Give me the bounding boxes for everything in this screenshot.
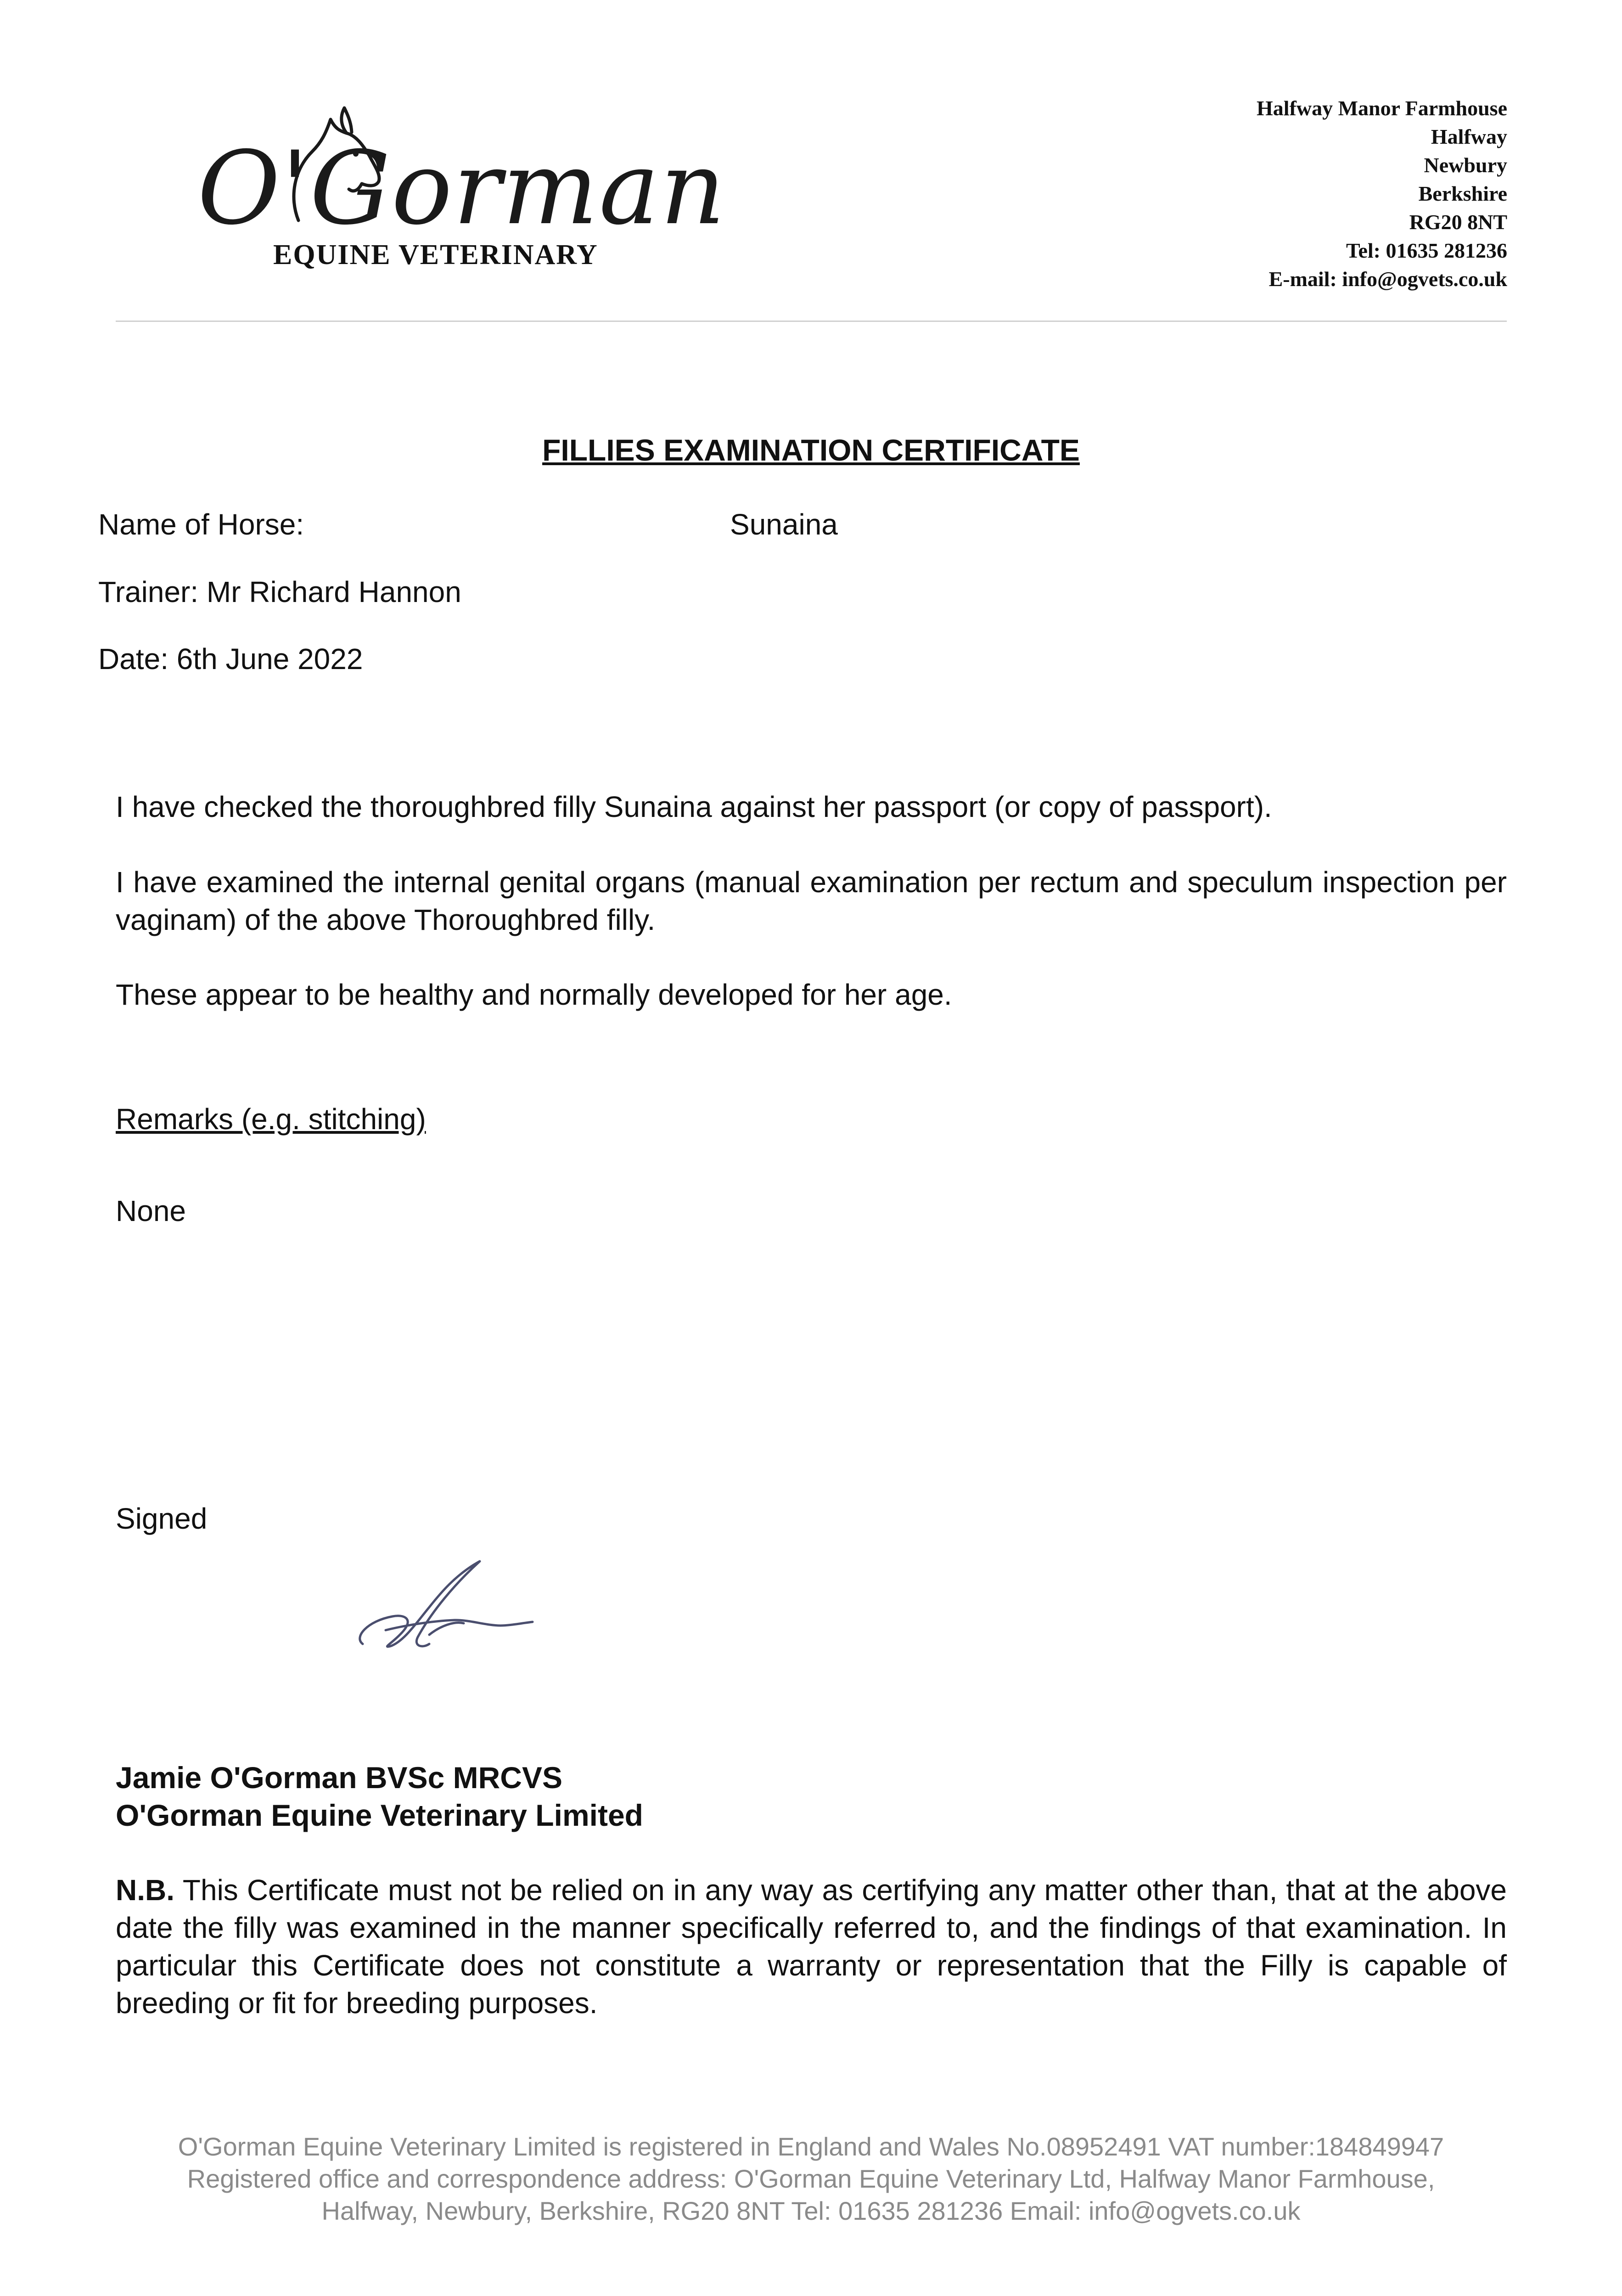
signer-company: O'Gorman Equine Veterinary Limited (116, 1798, 643, 1832)
signed-label: Signed (116, 1502, 208, 1535)
remarks-value: None (116, 1194, 186, 1227)
paragraph-passport-check: I have checked the thoroughbred filly Sunaina against her passport (or copy of passport). (116, 790, 1272, 823)
address-phone: Tel: 01635 281236 (1346, 239, 1507, 262)
signer-name: Jamie O'Gorman BVSc MRCVS (116, 1761, 562, 1795)
logo-subtitle: EQUINE VETERINARY (273, 239, 598, 270)
logo-name: O'Gorman (197, 129, 726, 247)
address-block (1257, 94, 1507, 293)
address-line: Halfway (1431, 125, 1507, 148)
address-line: Newbury (1424, 153, 1507, 177)
signature-image (349, 1557, 542, 1667)
footer-line: Halfway, Newbury, Berkshire, RG20 8NT Tel: 01635 281236 Email: info@ogvets.co.uk (321, 2196, 1301, 2225)
trainer-field: Trainer: Mr Richard Hannon (98, 575, 461, 608)
page-footer (0, 2131, 1622, 2227)
address-line: Halfway Manor Farmhouse (1256, 96, 1507, 120)
paragraph-finding: These appear to be healthy and normally developed for her age. (116, 978, 952, 1011)
date-field: Date: 6th June 2022 (98, 642, 363, 675)
footer-line: O'Gorman Equine Veterinary Limited is registered in England and Wales No.08952491 VAT number:184849947 (178, 2132, 1444, 2161)
disclaimer-note (116, 1871, 1507, 2022)
remarks-label: Remarks (e.g. stitching) (116, 1103, 426, 1136)
certificate-title: FILLIES EXAMINATION CERTIFICATE (542, 433, 1080, 467)
address-line: Berkshire (1418, 182, 1507, 205)
header-divider (116, 321, 1507, 322)
horse-name-label: Name of Horse: (98, 508, 304, 541)
signer-block (116, 1759, 643, 1834)
company-logo (197, 106, 726, 280)
horse-name-value: Sunaina (730, 508, 838, 541)
footer-line: Registered office and correspondence address: O'Gorman Equine Veterinary Ltd, Halfway Manor Farmhouse, (187, 2164, 1435, 2193)
note-prefix: N.B. (116, 1874, 174, 1907)
note-text: This Certificate must not be relied on in any way as certifying any matter other than, that at the above date the filly was examined in the manner specifically referred to, and the findings of that examination. In particular this Certificate does not constitute a warranty or representation that the Filly is capable of breeding or fit for breeding purposes. (116, 1874, 1507, 2020)
paragraph-examination: I have examined the internal genital organs (manual examination per rectum and speculum inspection per vaginam) of the above Thoroughbred filly. (116, 866, 1507, 936)
address-line: RG20 8NT (1409, 210, 1507, 234)
address-email: E-mail: info@ogvets.co.uk (1268, 267, 1507, 291)
